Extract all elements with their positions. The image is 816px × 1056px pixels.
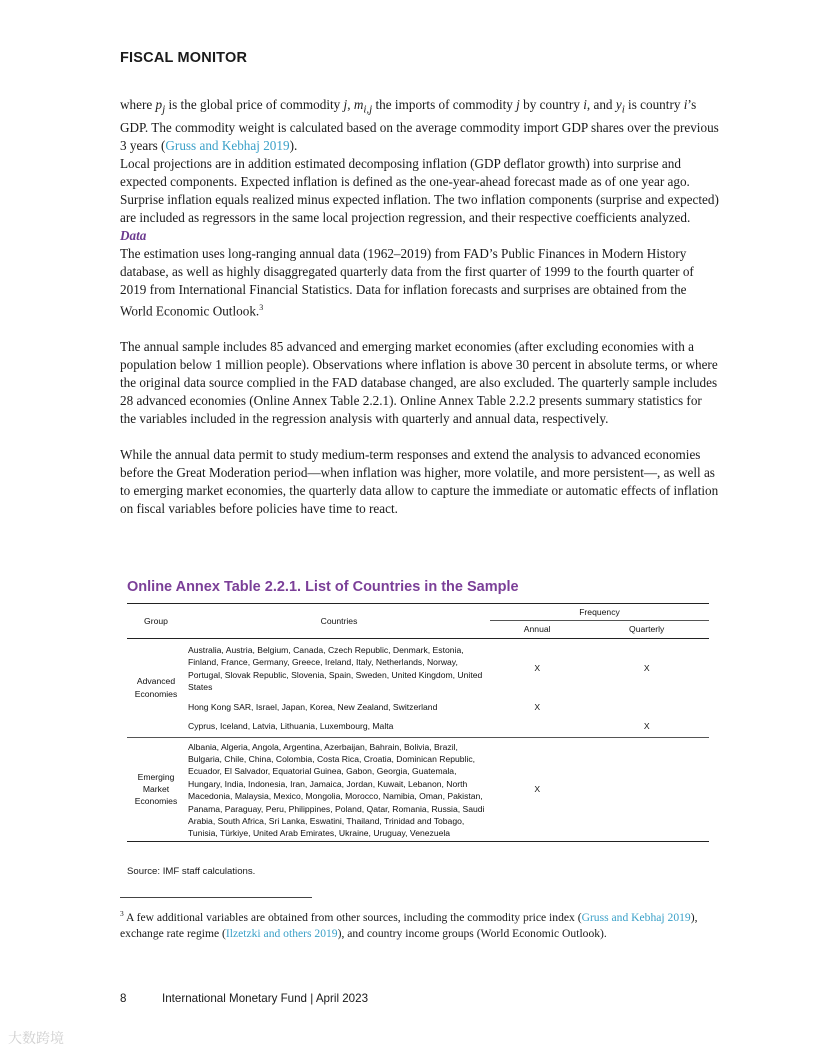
running-header: FISCAL MONITOR — [120, 50, 248, 66]
footer-text: International Monetary Fund | April 2023 — [162, 992, 369, 1005]
col-header-frequency: Frequency — [490, 604, 709, 621]
table-title: Online Annex Table 2.2.1. List of Countries in the Sample — [127, 579, 519, 595]
citation-link-ilzetzki[interactable]: Ilzetzki and others 2019 — [225, 926, 338, 940]
paragraph-local-projections: Local projections are in addition estimated decomposing inflation (GDP deflator growth) into surprise and expected components. Expected inflation is defined as the one-year-ahead forecast made as of one year ago. Surprise inflation equals realized minus expected inflation. The two inflation components (surprise and expected) are included as regressors in the same local projection regression, and their respective coefficients analyzed. — [120, 155, 719, 225]
table-row — [127, 639, 709, 698]
countries-cell: Hong Kong SAR, Israel, Japan, Korea, New Zealand, Switzerland — [188, 701, 438, 712]
group-label-emerging: Emerging Market Economies — [127, 737, 185, 841]
col-header-group: Group — [127, 604, 185, 639]
annual-mark — [490, 717, 584, 738]
col-header-countries: Countries — [185, 604, 490, 639]
quarterly-mark: X — [643, 663, 650, 674]
paragraph-annual-sample: The annual sample includes 85 advanced and emerging market economies (after excluding economies with a population below 1 million people). Observations where inflation is above 30 percent in absolute terms, or where the original data source complied in the FAD database changed, are also excluded. The quarterly sample includes 28 advanced economies (Online Annex Table 2.2.1). Online Annex Table 2.2.2 presents summary statistics for the variables included in the regression analysis with quarterly and annual data, respectively. — [120, 339, 718, 427]
quarterly-mark — [584, 737, 709, 841]
annual-mark: X — [490, 737, 584, 841]
footnote-number: 3 — [120, 909, 124, 918]
section-heading-data: Data — [120, 227, 147, 243]
countries-cell: Cyprus, Iceland, Latvia, Lithuania, Luxembourg, Malta — [185, 717, 490, 738]
table-row — [127, 698, 709, 717]
footnote-ref[interactable]: 3 — [259, 302, 264, 312]
annual-mark: X — [534, 701, 541, 712]
table-row — [127, 737, 709, 841]
page-number: 8 — [120, 992, 127, 1005]
footnote: $^3$ A few additional variables are obtained from other sources, including the commodity price index (Gruss and Kebhaj 2019), exchange rate regime (Ilzetzki and others 2019), and country income groups (World Economic Outlook). — [120, 909, 698, 940]
citation-link-gruss-kebhaj-footnote[interactable]: Gruss and Kebhaj 2019 — [581, 910, 691, 924]
footnote-divider — [120, 897, 312, 898]
paragraph-weights: where $p_j$ is the global price of commodity j, $m_{i,j}$ the imports of commodity j by country i, and $y_i$ is country i’s GDP. The commodity weight is calculated based on the average commodity import GDP shares over the previous 3 years (Gruss and Kebhaj 2019). — [120, 97, 719, 153]
col-header-quarterly: Quarterly — [584, 621, 709, 639]
quarterly-mark — [584, 698, 709, 717]
table-row — [127, 717, 709, 738]
watermark-logo: 大数跨境 — [8, 1031, 64, 1047]
countries-cell: Albania, Algeria, Angola, Argentina, Azerbaijan, Bahrain, Bolivia, Brazil, Bulgaria, Chile, China, Colombia, Costa Rica, Croatia, Dominican Republic, Ecuador, El Salvador, Equatorial Guinea, Gabon, Georgia, Guatemala, Hungary, India, Indonesia, Iran, Jamaica, Jordan, Kuwait, Lebanon, North Macedonia, Malaysia, Mexico, Mongolia, Morocco, Namibia, Oman, Pakistan, Panama, Paraguay, Peru, Philippines, Poland, Qatar, Romania, Russia, Saudi Arabia, South Africa, Sri Lanka, Eswatini, Thailand, Trinidad and Tobago, Tunisia, Türkiye, United Arab Emirates, Ukraine, Uruguay, Venezuela — [185, 737, 490, 841]
countries-cell: Australia, Austria, Belgium, Canada, Czech Republic, Denmark, Estonia, Finland, France, Germany, Greece, Ireland, Italy, Netherlands, Norway, Portugal, Slovak Republic, Slovenia, Spain, Sweden, United Kingdom, United States — [188, 645, 483, 693]
quarterly-mark: X — [584, 717, 709, 738]
page-footer — [120, 992, 368, 1005]
paragraph-annual-vs-quarterly: While the annual data permit to study medium-term responses and extend the analysis to advanced economies before the Great Moderation period—when inflation was higher, more volatile, and more persistent—, as well as to emerging market economies, the quarterly data allow to capture the immediate or automatic effects of inflation on fiscal variables before policies have time to react. — [120, 447, 719, 517]
countries-table — [127, 603, 709, 842]
citation-link-gruss-kebhaj[interactable]: Gruss and Kebhaj 2019 — [165, 137, 290, 153]
col-header-annual: Annual — [490, 621, 584, 639]
table-source-note: Source: IMF staff calculations. — [127, 866, 256, 877]
group-label-advanced: Advanced Economies — [127, 639, 185, 738]
paragraph-estimation-data: The estimation uses long-ranging annual data (1962–2019) from FAD’s Public Finances in Modern History database, as well as highly disaggregated quarterly data from the first quarter of 1999 to the fourth quarter of 2019 from International Financial Statistics. Data for inflation forecasts and surprises are obtained from the World Economic Outlook.$^3$ — [120, 245, 694, 319]
body-text-upper — [120, 96, 720, 518]
annual-mark: X — [534, 663, 541, 674]
